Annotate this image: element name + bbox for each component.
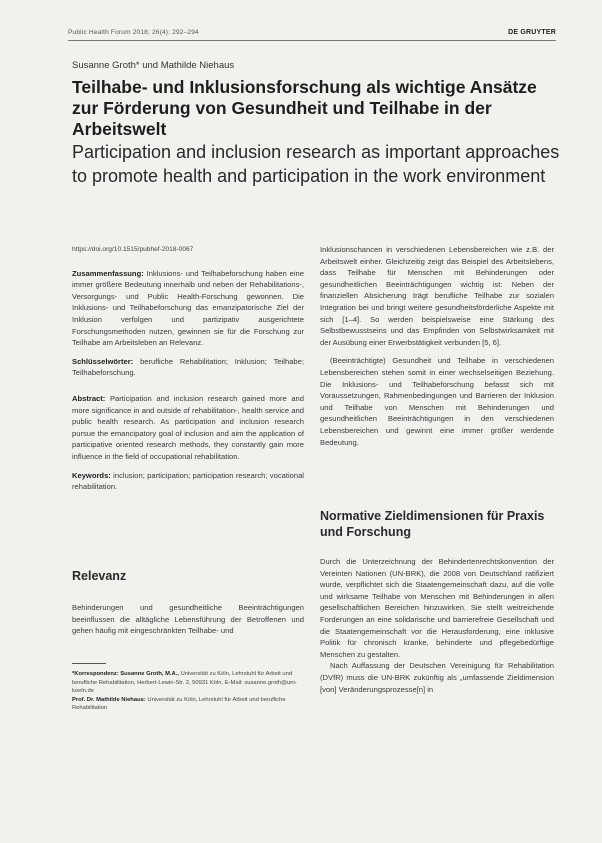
header-rule — [68, 40, 556, 41]
keywords-german — [72, 356, 304, 379]
authors: Susanne Groth* und Mathilde Niehaus — [72, 60, 235, 71]
abstract-english — [72, 393, 304, 463]
abstract-german — [72, 268, 304, 349]
running-head — [68, 29, 556, 36]
heading-normative: Normative Zieldimensionen für Praxis und Forschung — [320, 509, 545, 539]
footnote-rule — [72, 663, 106, 664]
heading-relevanz: Relevanz — [72, 569, 127, 583]
abstract-german-label: Zusammenfassung: — [72, 268, 144, 278]
normative-paragraph-2: Nach Auffassung der Deutschen Vereinigung für Rehabilitation (DVfR) muss die UN-BRK zukünftig als „umfassende Zieldimension [von] Veränderungsprozesse[n] in — [320, 661, 554, 694]
keywords-english-text: inclusion; participation; participation research; vocational rehabilitation. — [72, 470, 304, 492]
keywords-english — [72, 470, 304, 493]
doi-link[interactable]: https://doi.org/10.1515/pubhef-2018-0067 — [72, 246, 194, 253]
footnote-corr-label: *Korrespondenz: Susanne Groth, M.A., — [72, 671, 179, 677]
keywords-english-label: Keywords: — [72, 470, 111, 480]
abstract-german-text: Inklusions- und Teilhabeforschung haben eine immer größere Bedeutung innerhalb und neben der Rehabilitations-, Versorgungs- und Public Health-Forschung gewonnen. Die Inklusions- und Teilhabeforschung das emanzipatorische Ziel der Inklusion verfolgen und partizipativ ausgerichtete Forschungsmethoden nutzen, gewinnen sie für die Forschung zur Teilhabe am Arbeitsleben an Relevanz. — [72, 268, 304, 348]
publisher-logo: DE GRUYTER — [508, 29, 556, 36]
title-english: Participation and inclusion research as important approaches to promote health and participation in the work environment — [72, 142, 560, 186]
keywords-german-label: Schlüsselwörter: — [72, 356, 134, 366]
keywords-german-text: berufliche Rehabilitation; Inklusion; Teilhabe; Teilhabeforschung. — [72, 356, 304, 378]
title-german: Teilhabe- und Inklusionsforschung als wichtige Ansätze zur Förderung von Gesundheit und Teilhabe in der Arbeitswelt — [72, 77, 537, 139]
body-paragraph-2: (Beeinträchtigte) Gesundheit und Teilhabe in verschiedenen Lebensbereichen stehen somit in einer wechselseitigen Beziehung. Die Inklusions- und Teilhabeforschung befasst sich mit Voraussetzungen, Rahmenbedingungen und Barrieren der Inklusion und Teilhabe von Menschen mit Behinderungen und gesundheitlichen Beeinträchtigungen in den verschiedenen Lebensbereichen und gewinnt eine immer größer werdende Bedeutung. — [320, 356, 554, 447]
normative-text — [320, 556, 554, 695]
abstract-english-label: Abstract: — [72, 393, 106, 403]
footnote-second-text: Universität zu Köln, Lehrstuhl für Arbeit und berufliche Rehabilitation — [72, 696, 286, 712]
body-paragraph-1: Inklusionschancen in verschiedenen Lebensbereichen wie z.B. der Arbeitswelt einher. Gleichzeitig zeigt das Beispiel des Arbeitslebens, dass Teilhabe für Menschen mit Behinderungen oder gesundheitlichen Beeinträchtigungen wichtig ist: Neben der finanziellen Absicherung trägt berufliche Teilhabe zur sozialen Integration bei und bringt weitere gesundheitsförderliche Aspekte mit sich [1–4]. So werden beispielsweise eine Stärkung des Selbstbewusstseins und das Empfinden von Selbstwirksamkeit mit der Ausübung einer Erwerbstätigkeit verbunden [5, 6]. — [320, 245, 554, 347]
footnote-second-label: Prof. Dr. Mathilde Niehaus: — [72, 696, 146, 703]
left-column — [72, 244, 304, 500]
normative-paragraph-1: Durch die Unterzeichnung der Behindertenrechtskonvention der Vereinten Nationen (UN-BRK), die 2008 von Deutschland ratifiziert wurde, verpflichtet sich die Staatengemeinschaft dazu, auf die volle und wirksame Teilhabe von Menschen mit Behinderungen in allen gesellschaftlichen Bereichen hinzuwirken. Sie stellt weitreichende Forderungen an eine solidarische und barrierefreie Gesellschaft und die Staatengemeinschaft vor die Herausforderung, eine inklusive Politik für chronisch kranke, behinderte und pflegebedürftige Menschen zu gestalten. — [320, 557, 554, 659]
right-column — [320, 244, 554, 455]
abstract-english-text: Participation and inclusion research gained more and more significance in and outside of rehabilitation-, health service and public health research. As participation and inclusion research pursue the emancipatory goal of inclusion and aim the application of participative oriented research methods, they constantly gain more influence in the field of occupational rehabilitation. — [72, 393, 304, 461]
journal-citation: Public Health Forum 2018; 26(4): 292–294 — [68, 29, 199, 36]
footnote-corr-text: Universität zu Köln, Lehrstuhl für Arbeit und berufliche Rehabilitation, Herbert-Lewin-Str. 2, 50931 Köln, E-Mail: susanne.groth@uni-koeln.de — [72, 671, 297, 695]
relevanz-text: Behinderungen und gesundheitliche Beeinträchtigungen beeinflussen die alltägliche Lebensführung der Betroffenen und gehen häufig mit eingeschränkten Teilhabe- und — [72, 603, 304, 636]
footnote — [72, 670, 306, 713]
